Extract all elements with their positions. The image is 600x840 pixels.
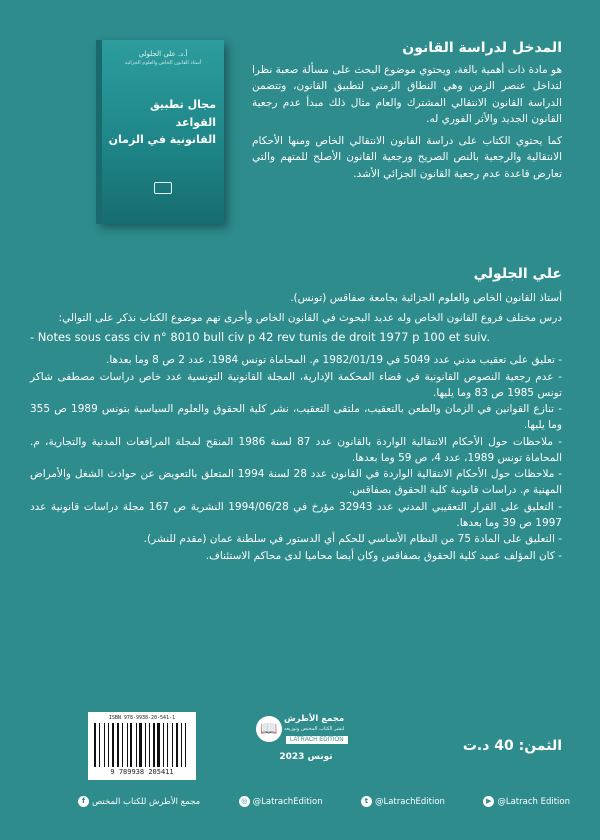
social-twitter[interactable]	[361, 796, 445, 807]
barcode-bar	[128, 723, 129, 767]
barcode-bar	[137, 723, 138, 767]
publisher-logo	[256, 712, 356, 770]
barcode-bar	[108, 723, 109, 767]
author-work-item: - عدم رجعية النصوص القانونية في قضاء المحكمة الإدارية، المجلة القانونية التونسية عدد خاص دراسات مصطفى شاكر تونس 1985 ص 83 وما يليها.	[30, 370, 562, 399]
author-latin-reference: - Notes sous cass civ n° 8010 bull civ p 42 rev tunis de droit 1977 p 100 et suiv.	[30, 329, 491, 344]
barcode-bar	[104, 723, 105, 767]
barcode-bar	[106, 723, 108, 767]
barcode-bar	[94, 723, 96, 767]
author-title-line: أستاذ القانون الخاص والعلوم الجزائية بجامعة صفاقس (تونس).	[290, 292, 562, 304]
barcode-bar	[97, 723, 98, 767]
author-bio	[30, 290, 562, 564]
barcode-bar	[100, 723, 103, 767]
instagram-icon: ◎	[239, 796, 250, 807]
barcode-bar	[179, 723, 180, 767]
barcode-bar	[167, 723, 168, 767]
book-cover-author-name: أ.د. علي الجلولي	[138, 50, 188, 58]
author-work-item: - ملاحظات حول الأحكام الانتقالية الواردة في القانون عدد 28 لسنة 1994 المتعلق بالتعويض عن حوادث الشغل والأمراض المهنية م. دراسات قانونية كلية الحقوق بصفاقس.	[30, 468, 562, 497]
intro-text	[252, 62, 562, 188]
social-footer	[78, 796, 570, 807]
book-cover-author-sub: أستاذ القانون الخاص والعلوم الجزائية	[124, 60, 202, 67]
barcode-bar	[156, 723, 157, 767]
barcode-bar	[145, 723, 147, 767]
isbn-label: ISBN 978-9938-20-541-1	[108, 715, 176, 721]
barcode-bar	[139, 723, 142, 767]
barcode-bar	[112, 723, 114, 767]
author-work-item: - تعليق على تعقيب مدني عدد 5049 في 1982/01/19 م. المحاماة تونس 1984، عدد 2 ص 8 وما بعدها.	[106, 354, 562, 367]
barcode-bar	[151, 723, 152, 767]
author-work-item: - تنازع القوانين في الزمان والطعن بالتعقيب، ملتقى التعقيب، نشر كلية الحقوق والعلوم السياسية بتونس 1989 ص 355 وما يليها.	[30, 403, 562, 432]
book-icon: 📖	[256, 716, 282, 742]
social-instagram[interactable]	[239, 796, 323, 807]
barcode-bar	[115, 723, 116, 767]
barcode-bar	[161, 723, 162, 767]
social-twitter-label: @LatrachEdition	[374, 796, 445, 807]
barcode-bar	[176, 723, 179, 767]
social-youtube-label: @Latrach Edition	[497, 796, 570, 807]
barcode-bar	[149, 723, 150, 767]
barcode-bar	[127, 723, 128, 767]
facebook-icon: f	[78, 796, 89, 807]
barcode-bar	[122, 723, 123, 767]
book-cover-title	[108, 96, 216, 149]
barcode-bar	[136, 723, 137, 767]
publisher-logo-icon	[154, 182, 172, 194]
publisher-tagline: لنشر الكتاب المختص وتوزيعه	[284, 726, 345, 732]
barcode-bar	[165, 723, 167, 767]
intro-paragraph-2: كما يحتوي الكتاب على دراسة القانون الانتقالي الخاص ومنها الأحكام الانتقالية والرجعية بالنص الصريح ورجعية القانون الأصلح للمتهم والتي تعارض قاعدة عدم رجعية القانون الجزائي الأشد.	[252, 135, 562, 180]
barcode-bar	[143, 723, 144, 767]
barcode-bar	[117, 723, 120, 767]
book-cover-image	[96, 40, 224, 224]
barcode-bar	[133, 723, 135, 767]
publisher-city-year: تونس 2023	[279, 752, 333, 762]
barcode-bar	[187, 723, 189, 767]
barcode-bar	[99, 723, 100, 767]
publisher-name: مجمع الأطرش	[284, 714, 345, 724]
author-work-item: - كان المؤلف عميد كلية الحقوق بصفاقس وكان أيضا محاميا لدى محاكم الاستئناف.	[205, 549, 562, 562]
barcode-bar	[130, 723, 132, 767]
barcode-bar	[185, 723, 186, 767]
author-work-item: - التعليق على المادة 75 من النظام الأساسي للحكم أي الدستور في سلطنة عمان (مقدم للنشر).	[143, 533, 562, 546]
barcode-bar	[174, 723, 175, 767]
social-facebook-label: مجمع الأطرش للكتاب المختص	[92, 796, 201, 807]
intro-paragraph-1: هو مادة ذات أهمية بالغة، ويحتوي موضوع البحث على مسألة صعبة نظرا لتداخل عنصر الزمن وهي النطاق الزمني لتطبيق القانون، وتتضمن الدراسة القانون الانتقالي المشترك والعام مثال ذلك مبدأ عدم رجعية القانون الجديد والأثر الفوري له.	[252, 64, 562, 125]
intro-heading: المدخل لدراسة القانون	[402, 40, 562, 56]
barcode-bar	[120, 723, 121, 767]
barcode-bar	[157, 723, 160, 767]
barcode-bar	[172, 723, 173, 767]
twitter-icon: t	[361, 796, 372, 807]
publisher-latin-name: LATRACH EDITION	[286, 736, 348, 744]
author-work-item: - التعليق على القرار التعقيبي المدني عدد 32943 مؤرخ في 1994/06/28 النشرية ص 167 مجلة دراسات قانونية عدد 1997 ص 39 وما بعدها.	[30, 500, 562, 529]
social-facebook[interactable]	[78, 796, 200, 807]
isbn-digits: 9 789938 205411	[110, 768, 174, 776]
youtube-icon: ▶	[483, 796, 494, 807]
barcode-bar	[124, 723, 126, 767]
barcode-bar	[110, 723, 111, 767]
author-work-item: - ملاحظات حول الأحكام الانتقالية الواردة بالقانون عدد 87 لسنة 1986 المنقح لمجلة المرافعات المدنية والتجارية، م. المحاماة تونس 1989، عدد 4، ص 59 وما بعدها.	[30, 435, 563, 464]
barcode-bar	[153, 723, 155, 767]
isbn-barcode	[88, 712, 196, 780]
author-intro-line: درس مختلف فروع القانون الخاص وله عديد البحوث في القانون الخاص وأخرى تهم موضوع الكتاب نذكر على التوالي:	[58, 312, 562, 325]
book-cover-title-line1: مجال تطبيق القواعد	[150, 98, 216, 129]
barcode-bar	[163, 723, 164, 767]
barcode-bars	[94, 723, 190, 767]
social-instagram-label: @LatrachEdition	[252, 796, 323, 807]
barcode-bar	[169, 723, 171, 767]
barcode-bar	[181, 723, 182, 767]
barcode-bar	[147, 723, 148, 767]
barcode-bar	[183, 723, 185, 767]
price-label: الثمن: 40 د.ت	[462, 738, 562, 754]
social-youtube[interactable]	[483, 796, 570, 807]
author-name: علي الجلولي	[473, 266, 562, 282]
book-cover-author	[110, 50, 216, 66]
book-cover-title-line2: القانونية في الزمان	[108, 133, 216, 147]
